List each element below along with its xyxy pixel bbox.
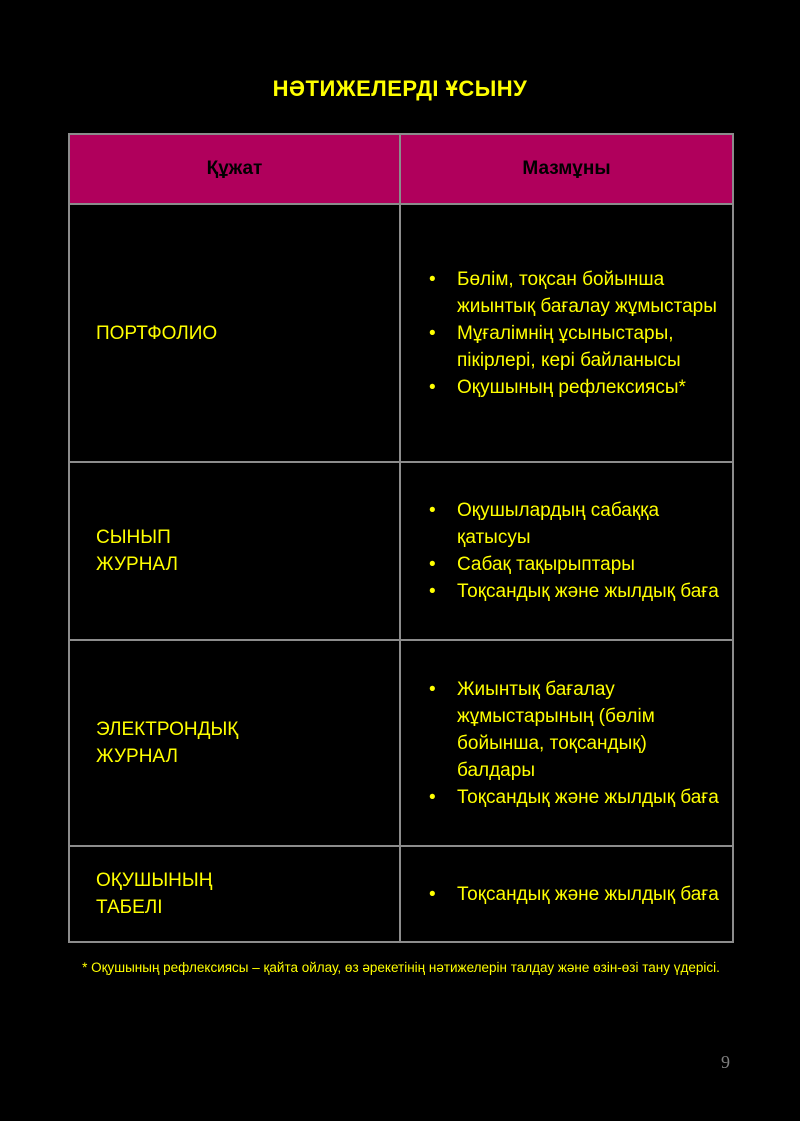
table-header-row xyxy=(69,134,733,204)
list-item-text: Жиынтық бағалау жұмыстарының (бөлім бойынша, тоқсандық) балдары xyxy=(457,678,655,781)
document-name-line: ТАБЕЛІ xyxy=(96,897,163,918)
list-item-text: Мұғалімнің ұсыныстары, пікірлері, кері байланысы xyxy=(457,322,681,371)
content-list xyxy=(401,676,732,811)
list-item xyxy=(425,881,722,908)
content-cell xyxy=(400,462,733,640)
list-item xyxy=(425,266,722,320)
bullet-icon: • xyxy=(429,376,436,398)
document-name-line: ЖУРНАЛ xyxy=(96,554,178,575)
bullet-icon: • xyxy=(429,500,436,521)
document-cell xyxy=(69,640,400,846)
document-cell xyxy=(69,846,400,942)
header-content: Мазмұны xyxy=(400,134,733,204)
content-cell xyxy=(400,640,733,846)
bullet-icon: • xyxy=(429,554,436,575)
list-item xyxy=(425,320,722,374)
list-item-text: Тоқсандық және жылдық баға xyxy=(457,581,719,602)
document-cell xyxy=(69,462,400,640)
bullet-icon: • xyxy=(429,581,436,602)
table-row xyxy=(69,640,733,846)
footnote: * Оқушының рефлексиясы – қайта ойлау, өз әрекетінің нәтижелерін талдау және өзін-өзі тану үдерісі. xyxy=(82,960,720,975)
document-name-line: СЫНЫП xyxy=(96,527,171,548)
list-item xyxy=(425,784,722,811)
list-item xyxy=(425,551,722,578)
list-item-text: Тоқсандық және жылдық баға xyxy=(457,786,719,808)
table-row xyxy=(69,846,733,942)
list-item xyxy=(425,497,722,551)
results-table xyxy=(68,133,734,943)
content-list xyxy=(401,881,732,908)
bullet-icon: • xyxy=(429,883,436,905)
list-item-text: Оқушылардың сабаққа қатысуы xyxy=(457,500,660,548)
list-item-text: Тоқсандық және жылдық баға xyxy=(457,883,719,905)
document-name: ПОРТФОЛИО xyxy=(96,322,218,344)
table-row xyxy=(69,204,733,462)
list-item-text: Бөлім, тоқсан бойынша жиынтық бағалау жұмыстары xyxy=(457,268,717,317)
page-title: НӘТИЖЕЛЕРДІ ҰСЫНУ xyxy=(272,76,528,101)
list-item-text: Оқушының рефлексиясы* xyxy=(457,376,686,398)
content-cell xyxy=(400,846,733,942)
bullet-icon: • xyxy=(429,786,436,808)
list-item xyxy=(425,676,722,784)
document-name-line: ЖУРНАЛ xyxy=(96,746,178,767)
bullet-icon: • xyxy=(429,268,436,290)
bullet-icon: • xyxy=(429,322,436,344)
content-cell xyxy=(400,204,733,462)
content-list xyxy=(401,266,732,401)
header-document: Құжат xyxy=(69,134,400,204)
list-item xyxy=(425,578,722,605)
document-name-line: ЭЛЕКТРОНДЫҚ xyxy=(96,719,239,740)
table-row xyxy=(69,462,733,640)
list-item xyxy=(425,374,722,401)
page-number: 9 xyxy=(721,1052,730,1072)
document-cell xyxy=(69,204,400,462)
content-list xyxy=(401,497,732,605)
list-item-text: Сабақ тақырыптары xyxy=(457,554,635,575)
document-name-line: ОҚУШЫНЫҢ xyxy=(96,870,213,891)
bullet-icon: • xyxy=(429,678,436,700)
